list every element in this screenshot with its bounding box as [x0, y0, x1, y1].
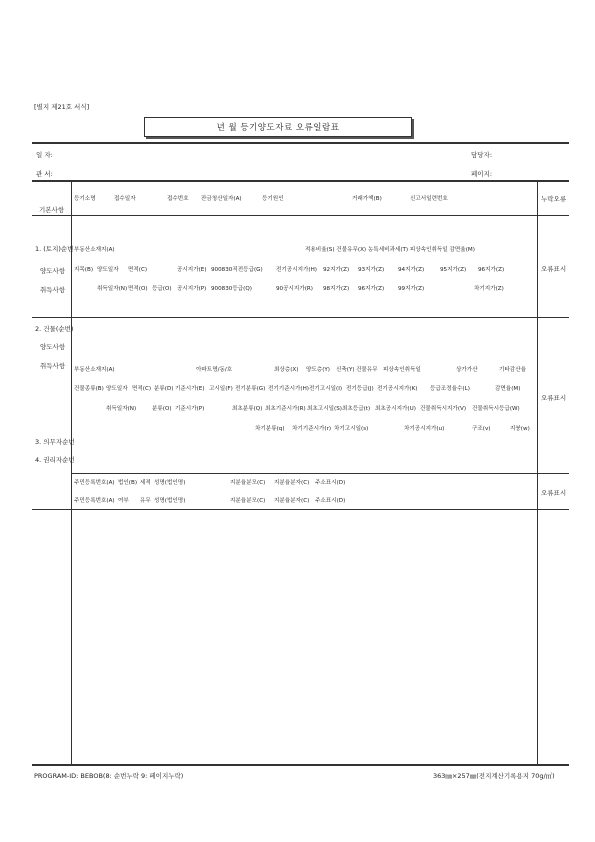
- date-label: 관 서:: [36, 170, 53, 178]
- land-seq-label: 1. (토지)순번: [35, 245, 74, 253]
- land-transfer-label: 양도사항: [40, 267, 66, 275]
- bld-r1-7: 상가가산: [456, 367, 478, 373]
- p2-0: 주민등록번호(A): [74, 498, 115, 504]
- bld-r4-0: 차기분류(q): [255, 426, 285, 432]
- title-text: 년 월 등기양도자료 오류일람표: [216, 123, 340, 133]
- bld-r2-11: 등급조정율수(L): [430, 386, 470, 392]
- page-label: 페이지:: [471, 170, 493, 178]
- bld-r1-5: 건물유무: [356, 367, 378, 373]
- bld-r1-0: 부동산소재지(A): [74, 367, 115, 373]
- bld-r3-5: 최초고시일(S): [307, 406, 342, 412]
- person-error-mark: 오류표시: [541, 489, 567, 497]
- row-divider-4: [32, 509, 569, 510]
- land-r2-5: 전기공시지가(H): [276, 267, 317, 273]
- land-r2-9: 95지가(Z): [440, 267, 467, 273]
- field-report-no: 신고서일련번호: [410, 196, 448, 202]
- field-reg-office: 등기소명: [74, 196, 96, 202]
- bld-r2-3: 분류(D): [154, 386, 174, 392]
- bld-r2-12: 감면율(M): [495, 386, 521, 392]
- bld-r4-4: 구조(v): [472, 426, 491, 432]
- obligor-label: 3. 의무자순번: [35, 438, 75, 446]
- building-acquire-label: 취득사항: [40, 362, 66, 370]
- land-location: 부동산소재지(A): [74, 247, 115, 253]
- land-r2-2: 면적(C): [128, 267, 148, 273]
- bld-r2-9: 전기등급(J): [346, 386, 374, 392]
- land-acquire-label: 취득사항: [40, 286, 66, 294]
- row-divider-3: [72, 473, 569, 474]
- form-number: [별지 제21호 서식]: [34, 103, 90, 111]
- bld-r2-1: 양도일자: [106, 386, 128, 392]
- land-r3-5: 90공시지가(R): [276, 286, 313, 292]
- p1-4: 지분율분모(C): [230, 480, 266, 486]
- field-receipt-no: 접수번호: [167, 196, 189, 202]
- bld-r1-2: 최상층(X): [274, 367, 299, 373]
- bld-r2-2: 면적(C): [132, 386, 152, 392]
- land-r2-6: 92지가(Z): [323, 267, 350, 273]
- missing-error-header: 누락오류: [541, 195, 567, 203]
- building-transfer-label: 양도사항: [40, 343, 66, 351]
- program-id: PROGRAM-ID: BEBOB(8: 순번누락 9: 페이지누락): [34, 772, 184, 780]
- land-r2-1: 양도일자: [97, 267, 119, 273]
- p2-1: 여부: [118, 498, 129, 504]
- p1-0: 주민등록번호(A): [74, 480, 115, 486]
- bld-r2-5: 고시일(F): [209, 386, 233, 392]
- table-bottom-rule: [32, 764, 569, 766]
- bld-r1-4: 신축(Y): [336, 367, 355, 373]
- land-r3-4: 900830등급(Q): [211, 286, 252, 292]
- p2-2: 유무: [140, 498, 151, 504]
- bld-r3-3: 최초분류(Q): [232, 406, 263, 412]
- bld-r3-8: 건물취득시지가(V): [420, 406, 467, 412]
- land-r2-10: 96지가(Z): [478, 267, 505, 273]
- bld-r3-1: 분류(O): [152, 406, 172, 412]
- land-r3-2: 등급(O): [152, 286, 172, 292]
- land-r2-4: 900830직전등급(G): [211, 267, 263, 273]
- field-balance-date: 잔금청산일자(A): [201, 196, 242, 202]
- p1-1: 법인(B): [118, 480, 138, 486]
- field-trade-price: 거래가액(B): [352, 196, 382, 202]
- bld-r1-3: 양도층(Y): [306, 367, 330, 373]
- p2-6: 주소표시(D): [315, 498, 346, 504]
- field-reg-cause: 등기원인: [262, 196, 284, 202]
- row-divider-2: [32, 317, 569, 318]
- p2-3: 성명(법인명): [154, 498, 186, 504]
- land-r2-0: 지목(B): [74, 267, 94, 273]
- land-r3-7: 96지가(Z): [358, 286, 385, 292]
- p1-3: 성명(법인명): [154, 480, 186, 486]
- p2-5: 지분율분자(C): [274, 498, 310, 504]
- document-title: [144, 117, 412, 137]
- basic-section-label: 기본사항: [39, 206, 65, 214]
- header-top-rule: [32, 142, 569, 144]
- land-r3-6: 98지가(Z): [323, 286, 350, 292]
- bld-r1-6: 피상속인취득일: [383, 367, 421, 373]
- land-r2-7: 93지가(Z): [358, 267, 385, 273]
- bld-r2-10: 전기공시지가(K): [377, 386, 418, 392]
- right-holder-label: 4. 권리자순번: [35, 456, 75, 464]
- bld-r2-4: 기준시가(E): [175, 386, 205, 392]
- p1-5: 지분율분자(C): [274, 480, 310, 486]
- bld-r3-4: 최초기준시가(R): [265, 406, 306, 412]
- p1-2: 세적: [140, 480, 151, 486]
- land-r3-8: 99지가(Z): [398, 286, 425, 292]
- p2-4: 지분율분모(C): [230, 498, 266, 504]
- building-error-mark: 오류표시: [541, 394, 567, 402]
- building-seq-label: 2. 건물(순번): [35, 325, 74, 333]
- table-top-rule: [32, 180, 569, 182]
- bld-r1-1: 아파트명/동/호: [196, 367, 233, 373]
- bld-r3-6: 최초등급(t): [342, 406, 371, 412]
- p1-6: 주소표시(D): [315, 480, 346, 486]
- bld-r3-7: 최초공시지가(U): [375, 406, 416, 412]
- bld-r4-3: 차기공시지가(u): [404, 426, 445, 432]
- bld-r2-6: 전기분류(G): [235, 386, 266, 392]
- paper-spec: 363㎜×257㎜(전지계산기록용지 70g/㎡): [433, 772, 555, 780]
- bld-r3-0: 취득일자(N): [106, 406, 137, 412]
- field-receipt-date: 접수일자: [114, 196, 136, 202]
- land-r3-3: 공시지가(P): [177, 286, 207, 292]
- bld-r2-0: 건물종류(B): [74, 386, 104, 392]
- office-label: 일 자:: [36, 151, 53, 159]
- land-r3-9: 차기지가(Z): [474, 286, 504, 292]
- manager-label: 담당자:: [471, 151, 493, 159]
- row-divider-1: [32, 215, 569, 216]
- land-error-mark: 오류표시: [541, 265, 567, 273]
- land-r3-0: 취득일자(N): [97, 286, 128, 292]
- bld-r3-2: 기준시가(P): [175, 406, 205, 412]
- land-r3-1: 면적(O): [128, 286, 148, 292]
- bld-r4-1: 차기기준시가(r): [292, 426, 332, 432]
- land-flags: 적용비율(S) 건물유무(X) 농특세비과세(T) 피상속인취득일 감면율(M): [305, 247, 475, 253]
- bld-r3-9: 건물취득시등급(W): [472, 406, 520, 412]
- land-r2-3: 공시지가(E): [177, 267, 207, 273]
- bld-r1-8: 기타감산율: [499, 367, 527, 373]
- bld-r2-7: 전기기준시가(H): [268, 386, 309, 392]
- land-r2-8: 94지가(Z): [398, 267, 425, 273]
- bld-r4-2: 차기고시일(s): [334, 426, 369, 432]
- bld-r4-5: 지붕(w): [510, 426, 530, 432]
- bld-r2-8: 전기고시일(I): [309, 386, 343, 392]
